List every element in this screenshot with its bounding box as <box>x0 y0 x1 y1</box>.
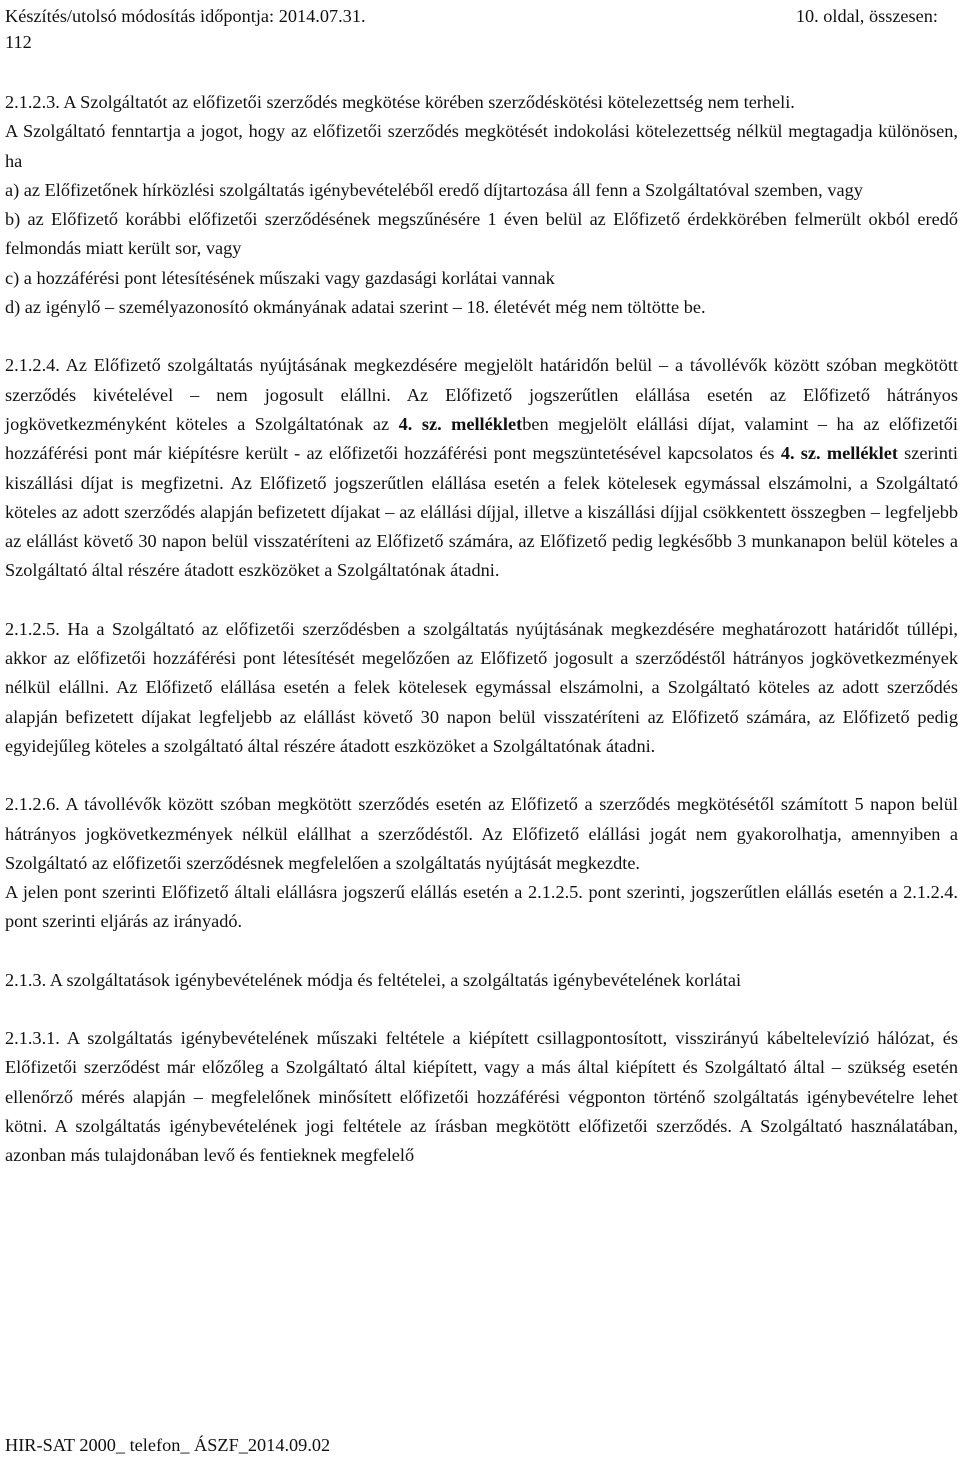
paragraph-spacer <box>5 995 958 1024</box>
section-2-1-2-3-item-d: d) az igénylő – személyazonosító okmányának adatai szerint – 18. életévét még nem töltötte be. <box>5 297 706 318</box>
paragraph-spacer <box>5 586 958 615</box>
section-2-1-2-3-item-c: c) a hozzáférési pont létesítésének műszaki vagy gazdasági korlátai vannak <box>5 267 555 288</box>
document-body <box>5 88 958 1171</box>
annex-reference: 4. sz. melléklet <box>398 413 523 434</box>
section-2-1-2-3-item-a: a) az Előfizetőnek hírközlési szolgáltatás igénybevételéből eredő díjtartozása áll fenn a Szolgáltatóval szemben, vagy <box>5 179 863 200</box>
section-2-1-2-4-part3: szerinti kiszállási díjat is megfizetni. Az Előfizető jogszerűtlen elállása esetén a felek kötelesek egymással elszámolni, a Szolgáltató köteles az adott szerződés alapján befizetett díjakat – az elállási díjjal, illetve a kiszállási díjjal csökkentett összegben – legfeljebb az elállást követő 30 napon belül visszatéríteni az Előfizető számára, az Előfizető pedig legkésőbb 3 munkanapon belül köteles a Szolgáltató által részére átadott eszközöket a Szolgáltatónak átadni. <box>5 443 958 581</box>
paragraph-spacer <box>5 761 958 790</box>
section-2-1-2-4-part2: ben megjelölt elállási díjat, valamint – ha az előfizetői hozzáférési pont már kiépítésre került - az előfizetői hozzáférési pont megszüntetésével kapcsolatos és <box>5 413 958 464</box>
section-2-1-2-3-item-b: b) az Előfizető korábbi előfizetői szerződésének megszűnésére 1 éven belül az Előfizető érdekkörében felmerült okból eredő felmondás miatt került sor, vagy <box>5 209 958 259</box>
section-2-1-3-1: 2.1.3.1. A szolgáltatás igénybevételének műszaki feltétele a kiépített csillagpontosított, visszirányú kábeltelevízió hálózat, és Előfizetői szerződést már előzőleg a Szolgáltató által kiépített, vagy a más által kiépített és Szolgáltató által – szükség esetén ellenőrző mérés alapján – megfelelőnek minősített előfizetői hozzáférési végponton történő szolgáltatás igénybevételre lehet kötni. A szolgáltatás igénybevételének jogi feltétele az írásban megkötött előfizetői szerződés. A Szolgáltató használatában, azonban más tulajdonában levő és fentieknek megfelelő <box>5 1028 958 1166</box>
section-2-1-2-4-part1: 2.1.2.4. Az Előfizető szolgáltatás nyújtásának megkezdésére megjelölt határidőn belül – a távollévők között szóban megkötött szerződés kivételével – nem jogosult elállni. Az Előfizető jogszerűtlen elállása esetén az Előfizető hátrányos jogkövetkezményként köteles a Szolgáltatónak az <box>5 355 958 434</box>
section-2-1-3-heading: 2.1.3. A szolgáltatások igénybevételének módja és feltételei, a szolgáltatás igénybevételének korlátai <box>5 969 742 990</box>
paragraph-spacer <box>5 937 958 966</box>
page-header <box>5 0 938 52</box>
header-timestamp-line2: 112 <box>5 32 32 52</box>
page-footer: HIR-SAT 2000_ telefon_ ÁSZF_2014.09.02 <box>5 1435 331 1455</box>
section-2-1-2-5: 2.1.2.5. Ha a Szolgáltató az előfizetői szerződésben a szolgáltatás nyújtásának megkezdésére meghatározott határidőt túllépi, akkor az előfizetői hozzáférési pont létesítését megelőzően az Előfizető jogosult a szerződéstől hátrányos jogkövetkezmények nélkül elállni. Az Előfizető elállása esetén a felek kötelesek egymással elszámolni, a Szolgáltató köteles az adott szerződés alapján befizetett díjakat legfeljebb az elállást követő 30 napon belül visszatéríteni az Előfizető számára, az Előfizető pedig egyidejűleg köteles a szolgáltató által részére átadott eszközöket a Szolgáltatónak átadni. <box>5 618 958 756</box>
header-page-number: 10. oldal, összesen: <box>795 6 938 26</box>
header-timestamp-line1: Készítés/utolsó módosítás időpontja: 2014.07.31. <box>5 6 366 26</box>
header-timestamp <box>5 3 475 55</box>
section-2-1-2-4 <box>5 351 958 585</box>
section-2-1-2-3-intro: A Szolgáltató fenntartja a jogot, hogy az előfizetői szerződés megkötését indokolási kötelezettség nélkül megtagadja különösen, ha <box>5 121 958 171</box>
paragraph-spacer <box>5 322 958 351</box>
section-2-1-2-3: 2.1.2.3. A Szolgáltatót az előfizetői szerződés megkötése körében szerződéskötési kötelezettség nem terheli. <box>5 92 795 112</box>
section-2-1-2-6-continuation: A jelen pont szerinti Előfizető általi elállásra jogszerű elállás esetén a 2.1.2.5. pont szerinti, jogszerűtlen elállás esetén a 2.1.2.4. pont szerinti eljárás az irányadó. <box>5 882 958 932</box>
annex-reference: 4. sz. melléklet <box>780 443 898 464</box>
section-2-1-2-6: 2.1.2.6. A távollévők között szóban megkötött szerződés esetén az Előfizető a szerződés megkötésétől számított 5 napon belül hátrányos jogkövetkezmények nélkül elállhat a szerződéstől. Az Előfizető elállási jogát nem gyakorolhatja, amennyiben a Szolgáltató az előfizetői szerződésnek megfelelően a szolgáltatás nyújtását megkezdte. <box>5 794 958 873</box>
